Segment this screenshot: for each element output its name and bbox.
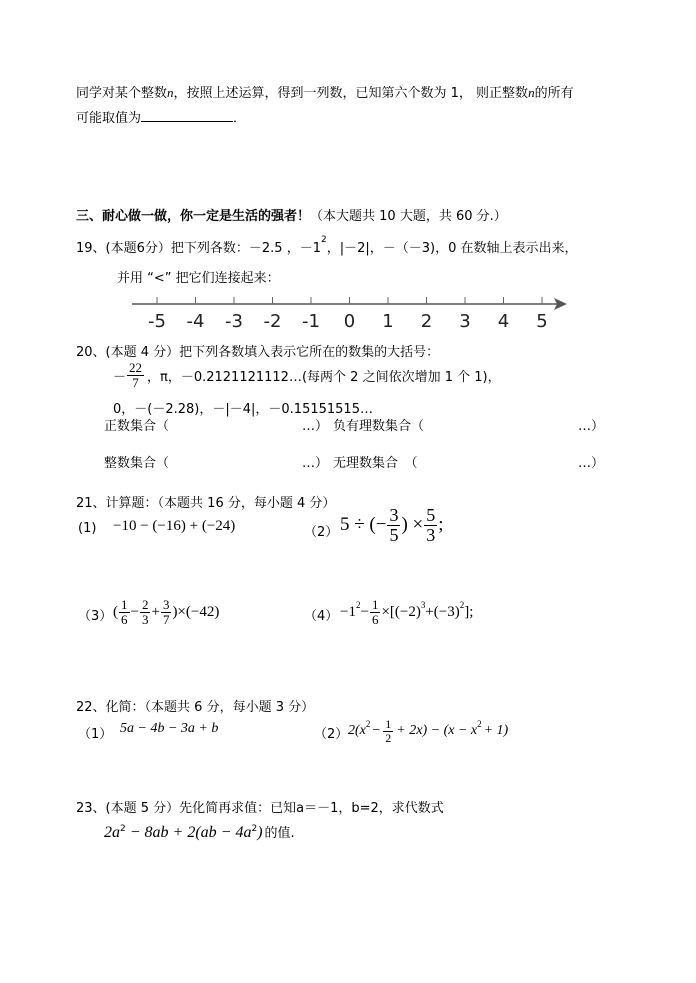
q20-line1: 20、(本题 4 分）把下列各数填入表示它所在的数集的大括号： [76,345,440,360]
q22-p1-expr: 5a − 4b − 3a + b [120,721,219,736]
tick-label: 5 [536,311,548,332]
q21-p2-frac1-den: 5 [389,524,399,545]
q22-p1-label: （1） [78,727,113,742]
q21-p3-frac3-den: 7 [162,611,170,627]
q21-p3-frac3-num: 3 [162,596,170,612]
q21-p2-label: （2） [304,525,339,540]
q19-text-b: ，|－2|，－（－3)，0 在数轴上表示出来， [326,241,578,256]
set-irrational-label: 无理数集合 （ [333,456,418,471]
q20-line3: 0，－(－2.28)，－|－4|，－0.15151515… [113,402,373,417]
q21-p3-d: )×(−42) [172,603,220,620]
q21-p4-a: −1 [340,603,356,620]
q21-p2-expr [340,502,444,548]
number-line [120,292,570,334]
q23-expression [104,822,295,842]
q21-p4-d: +(−3) [425,603,460,620]
q21-p4-frac-num: 1 [371,596,379,612]
set-positive-label: 正数集合（ [104,419,170,434]
q22-p2-sup1: 2 [365,719,371,729]
set-integer-label: 整数集合（ [104,456,170,471]
q21-p1-label: (1) [78,521,97,536]
q22-p2-label: （2） [314,727,349,742]
q23-sup1: 2 [120,824,126,834]
q20-line2 [113,361,501,389]
set-negative-rational-close: …） [578,419,605,434]
q18-text-b: ，按照上述运算，得到一列数，已知第六个数为 1， 则正整数 [173,86,529,101]
section3-note: （本大题共 10 大题，共 60 分.） [310,209,507,224]
tick-label: 2 [420,311,433,332]
q21-p3-frac1 [119,598,130,626]
q21-p4-label: （4） [304,609,339,624]
q21-p4-frac-den: 6 [371,611,379,627]
q23-expr-a: 2a [104,824,120,841]
q19-text-a: 19、(本题6分）把下列各数：－2.5 ，－1 [76,241,321,256]
tick-label: 3 [459,311,471,332]
q21-p2-frac1 [387,506,400,545]
tick-label: -5 [148,311,166,332]
q18-answer-label: 可能取值为 [76,111,142,126]
tick-label: 0 [343,311,356,332]
q21-p3-frac2-num: 2 [141,596,149,612]
q22-p2-d: + 1) [483,723,509,738]
q23-expr-b: − 8ab + 2(ab − 4a [125,824,252,841]
q21-title: 21、计算题：（本题共 16 分，每小题 4 分） [76,496,336,511]
q21-p2-frac1-num: 3 [389,504,399,525]
q19-line1 [76,234,578,256]
q21-p3-expr [113,592,219,632]
q21-p4-frac [370,598,381,626]
q22-p2-c: + 2x) − (x − x [396,723,478,738]
q18-line2 [76,107,246,126]
q22-p2-a: 2(x [348,723,366,738]
set-positive-close: …） [302,419,329,434]
q21-p4-expr [340,592,473,632]
section3-title: 三、耐心做一做，你一定是生活的强者！ [76,209,311,224]
q23-tail: 的值. [264,826,295,841]
q21-p3-label: （3） [78,609,113,624]
answer-blank[interactable] [141,109,233,122]
q18-text-a: 同学对某个整数 [76,86,168,101]
q22-p2-frac [383,718,393,744]
q20-fraction [127,361,144,389]
q21-p2-a: 5 ÷ (− [340,514,387,535]
q18-var-n: n [167,85,174,100]
q21-p3-frac1-num: 1 [121,596,128,612]
q21-p2-frac2-num: 5 [426,504,436,525]
q21-p3-a: ( [113,603,118,620]
q23-sup2: 2 [251,824,258,834]
q21-p3-frac1-den: 6 [121,611,128,627]
q22-p2-expr [348,712,508,750]
tick-label: -4 [186,311,205,332]
q19-line2: 并用 “<” 把它们连接起来： [117,271,280,286]
q21-p4-sup1: 2 [355,600,361,610]
tick-label: -2 [263,311,282,332]
tick-label: -3 [225,311,243,332]
q21-p2-c: ; [438,514,444,535]
q21-p3-c: + [151,603,160,620]
tick-label: -1 [302,311,320,332]
q21-p4-b: − [360,603,369,620]
q23-line1: 23、(本题 5 分）先化简再求值：已知a＝－1，b=2，求代数式 [76,801,444,816]
q21-p2-frac2-den: 3 [426,524,436,545]
set-integer-close: …） [302,456,329,471]
q21-p3-frac2 [140,598,151,626]
q21-p4-c: ×[(−2) [381,603,421,620]
section3-heading [76,205,507,224]
q20-line2-text: ，π，－0.2121121112…(每两个 2 之间依次增加 1 个 1)， [147,369,501,385]
q21-p1-expr: −10 − (−16) + (−24) [113,518,236,534]
q20-frac-den: 7 [132,374,139,390]
q22-p2-frac-num: 1 [385,716,392,731]
q21-p4-sup3: 2 [459,600,465,610]
q22-title: 22、化简：（本题共 6 分，每小题 3 分） [76,700,315,715]
q21-p3-b: − [130,603,139,620]
q18-var-n-2: n [528,85,535,100]
set-negative-rational-label: 负有理数集合（ [333,419,425,434]
number-line-ticks [148,297,548,332]
q18-period: ． [233,111,247,126]
q21-p2-frac2 [424,506,437,545]
q18-line1 [76,82,574,101]
set-irrational-close: …） [578,456,605,471]
q19-exponent: 2 [320,234,327,245]
tick-label: 4 [497,311,510,332]
q20-frac-num: 22 [129,360,143,375]
q22-p2-b: − [372,723,381,738]
tick-label: 1 [382,311,394,332]
q20-minus: － [113,369,127,385]
q21-p4-sup2: 3 [420,600,426,610]
q22-p2-sup2: 2 [477,719,482,729]
q21-p3-frac2-den: 3 [141,611,149,627]
q21-p4-e: ]; [464,603,474,620]
q21-p3-frac3 [161,598,172,626]
q21-p2-b: ) × [401,514,424,535]
q23-expr-c: ) [257,824,263,841]
q22-p2-frac-den: 2 [385,730,392,745]
q18-text-c: 的所有 [534,86,574,101]
